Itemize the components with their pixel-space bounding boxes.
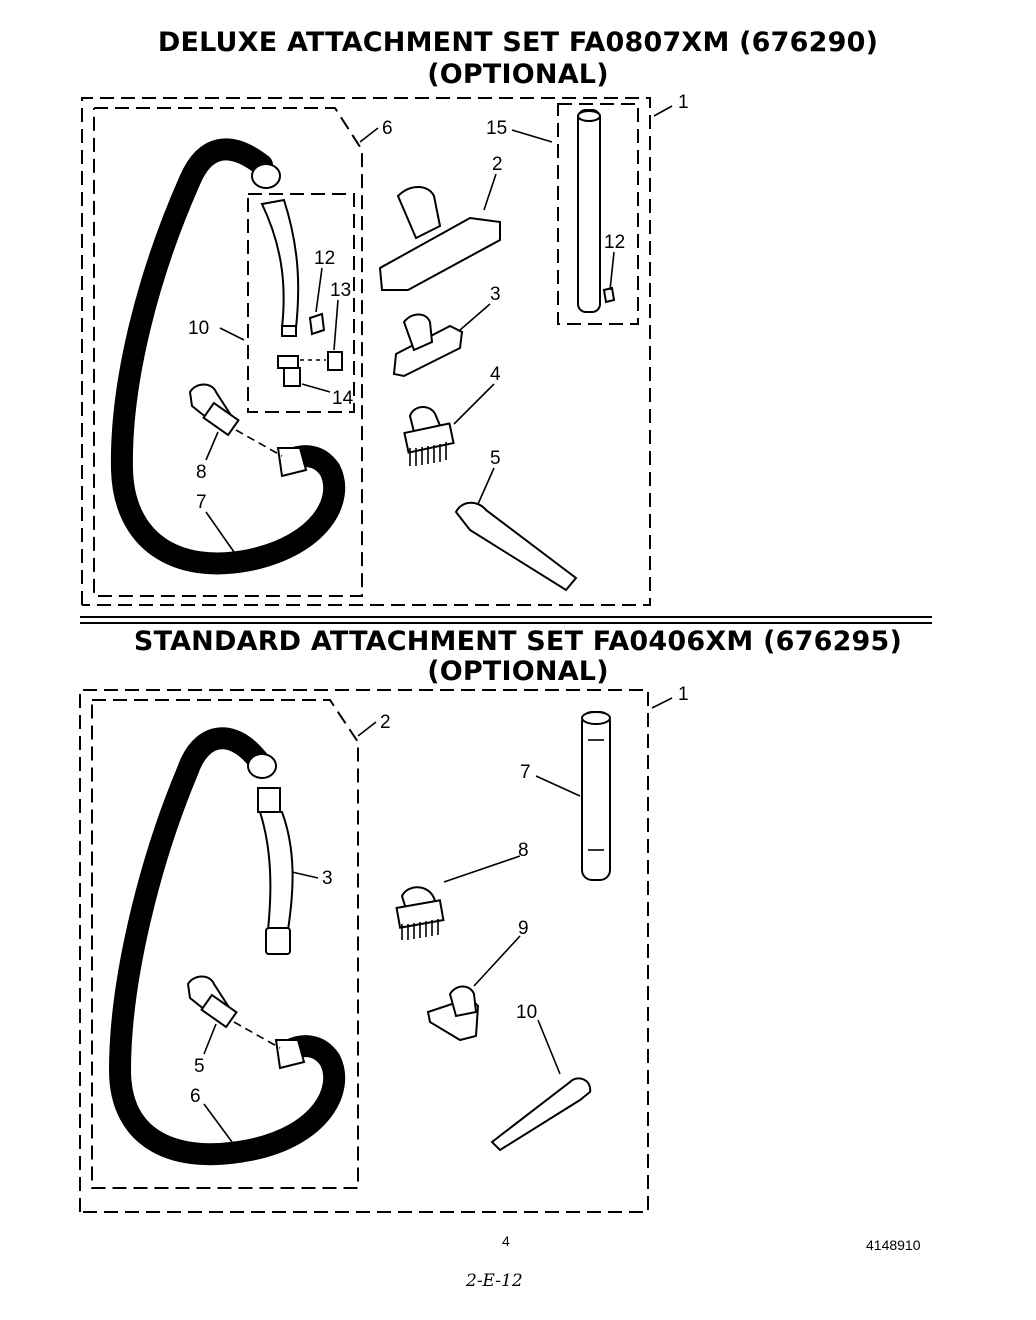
deluxe-wand-icon: [578, 110, 614, 312]
standard-label-10: 10: [516, 1002, 538, 1023]
standard-label-8: 8: [518, 840, 529, 861]
deluxe-label-12b: 12: [604, 232, 626, 253]
document-number: 4148910: [866, 1237, 921, 1253]
standard-label-9: 9: [518, 918, 529, 939]
deluxe-crevice-tool-icon: [456, 503, 576, 590]
standard-wand-icon: [582, 712, 610, 880]
deluxe-upholstery-tool-icon: [394, 315, 462, 377]
standard-hose-icon: [120, 738, 334, 1154]
page-number: 4: [502, 1233, 510, 1249]
deluxe-label-8: 8: [196, 462, 207, 483]
deluxe-outer-frame: [82, 98, 650, 605]
deluxe-title: DELUXE ATTACHMENT SET FA0807XM (676290): [157, 27, 879, 58]
deluxe-label-12a: 12: [314, 248, 336, 269]
standard-title: STANDARD ATTACHMENT SET FA0406XM (676295): [133, 626, 903, 657]
standard-dusting-brush-icon: [397, 887, 444, 940]
standard-label-3: 3: [322, 868, 333, 889]
deluxe-label-1: 1: [678, 92, 689, 113]
deluxe-label-4: 4: [490, 364, 501, 385]
deluxe-label-13: 13: [330, 280, 352, 301]
standard-label-7: 7: [520, 762, 531, 783]
handwritten-note: 2-E-12: [466, 1271, 523, 1291]
deluxe-label-2: 2: [492, 154, 503, 175]
standard-label-5: 5: [194, 1056, 205, 1077]
deluxe-label-14: 14: [332, 388, 354, 409]
standard-upholstery-tool-icon: [428, 987, 478, 1041]
deluxe-subtitle: (OPTIONAL): [427, 59, 609, 90]
standard-section: [80, 684, 689, 1212]
standard-label-2: 2: [380, 712, 391, 733]
standard-hose-end-icon: [188, 977, 280, 1049]
deluxe-label-5: 5: [490, 448, 501, 469]
standard-handle-icon: [258, 788, 293, 954]
deluxe-hose-icon: [122, 149, 334, 563]
standard-subtitle: (OPTIONAL): [427, 656, 609, 687]
standard-crevice-tool-icon: [492, 1078, 590, 1150]
deluxe-floor-tool-icon: [380, 187, 500, 290]
deluxe-label-10: 10: [188, 318, 210, 339]
deluxe-label-3: 3: [490, 284, 501, 305]
deluxe-section: [82, 92, 689, 605]
standard-label-1: 1: [678, 684, 689, 705]
deluxe-label-15: 15: [486, 118, 508, 139]
standard-label-6: 6: [190, 1086, 201, 1107]
deluxe-hose-end-icon: [190, 385, 282, 457]
deluxe-dusting-brush-icon: [404, 407, 453, 466]
standard-outer-frame: [80, 690, 648, 1212]
deluxe-label-6: 6: [382, 118, 393, 139]
deluxe-label-7: 7: [196, 492, 207, 513]
